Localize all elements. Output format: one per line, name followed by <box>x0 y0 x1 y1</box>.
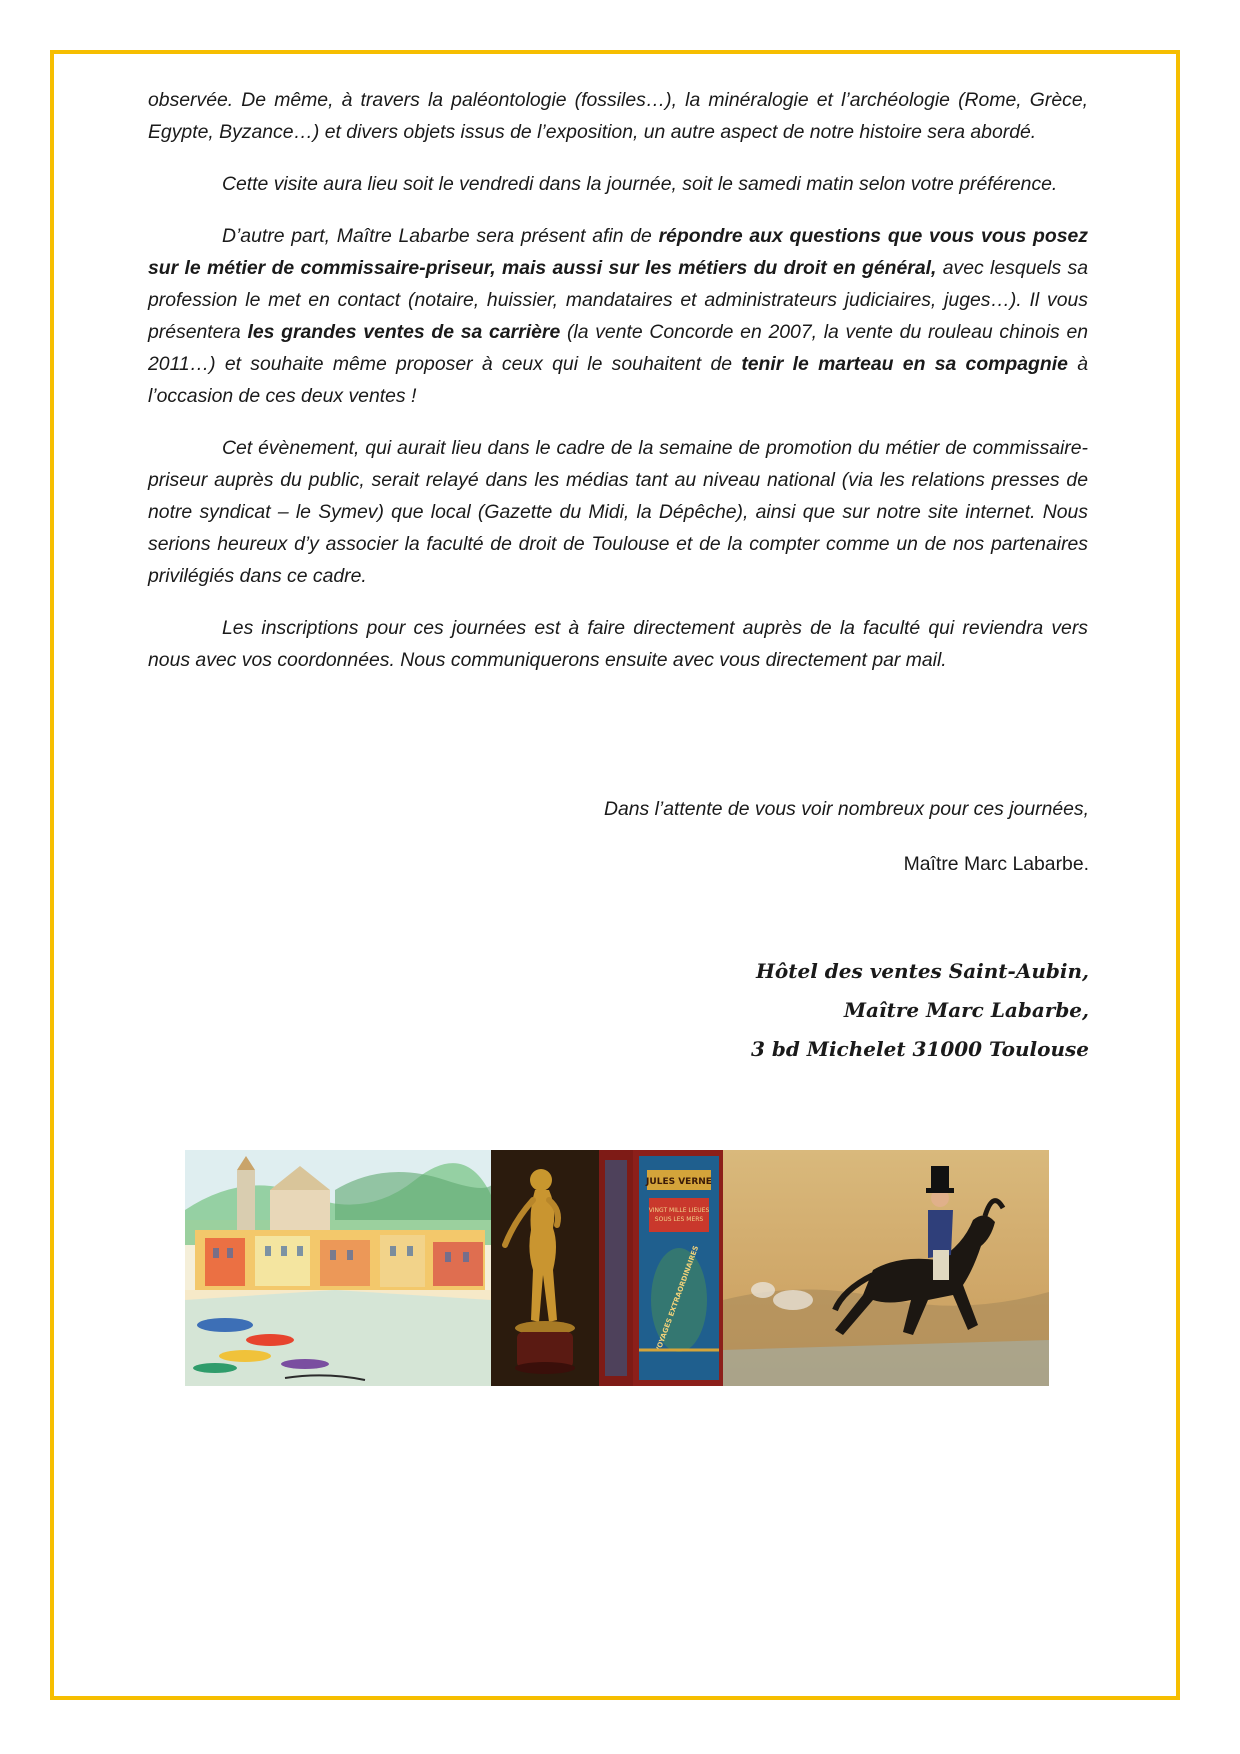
bronze-statue-art <box>491 1150 599 1386</box>
paragraph-registration: Les inscriptions pour ces journées est à faire directement auprès de la faculté qui reviendra vers nous avec vos coordonnées. Nous communiquerons ensuite avec vous directement par mail. <box>148 617 1088 671</box>
artwork-banner <box>185 1150 1049 1386</box>
book-title-label: VINGT MILLE LIEUES SOUS LES MERS <box>648 1207 710 1223</box>
signature-address: 3 bd Michelet 31000 Toulouse <box>751 1037 1089 1061</box>
signature-venue: Hôtel des ventes Saint-Aubin, <box>756 959 1089 983</box>
harbour-painting-art <box>185 1150 491 1386</box>
paragraph-labarbe-presence: D’autre part, Maître Labarbe sera présent afin de répondre aux questions que vous vous posez sur le métier de commissaire-priseur, mais aussi sur les métiers du droit en général, avec lesquels sa profession le met en contact (notaire, huissier, mandataires et administrateurs judiciaires, juges…). Il vous présentera les grandes ventes de sa carrière (la vente Concorde en 2007, la vente du rouleau chinois en 2011…) et souhaite même proposer à ceux qui le souhaitent de tenir le marteau en sa compagnie à l’occasion de ces deux ventes ! <box>148 225 1089 407</box>
book-author-label: JULES VERNE <box>646 1177 712 1187</box>
horse-rider-painting-image <box>723 1150 1049 1386</box>
book-series-label: VOYAGES EXTRAORDINAIRES <box>653 1244 701 1354</box>
closing-line: Dans l’attente de vous voir nombreux pour ces journées, <box>603 798 1089 820</box>
horse-rider-painting-art <box>723 1150 1049 1386</box>
jules-verne-book-art <box>599 1150 723 1386</box>
signature-name: Maître Marc Labarbe, <box>843 998 1089 1022</box>
bronze-statue-image <box>491 1150 599 1386</box>
signature-block <box>751 952 1089 1069</box>
jules-verne-book-image <box>599 1150 723 1386</box>
closing-name: Maître Marc Labarbe. <box>903 853 1089 875</box>
harbour-painting-image <box>185 1150 491 1386</box>
paragraph-visit-schedule: Cette visite aura lieu soit le vendredi dans la journée, soit le samedi matin selon votre préférence. <box>222 173 1058 195</box>
paragraph-history: observée. De même, à travers la paléontologie (fossiles…), la minéralogie et l’archéologie (Rome, Grèce, Egypte, Byzance…) et divers objets issus de l’exposition, un autre aspect de notre histoire sera abordé. <box>148 89 1088 143</box>
paragraph-event-media: Cet évènement, qui aurait lieu dans le cadre de la semaine de promotion du métier de commissaire-priseur auprès du public, serait relayé dans les médias tant au niveau national (via les relations presses de notre syndicat – le Symev) que local (Gazette du Midi, la Dépêche), ainsi que sur notre site internet. Nous serions heureux d’y associer la faculté de droit de Toulouse et de la compter comme un de nos partenaires privilégiés dans ce cadre. <box>148 437 1088 587</box>
letter-body <box>148 84 1088 676</box>
